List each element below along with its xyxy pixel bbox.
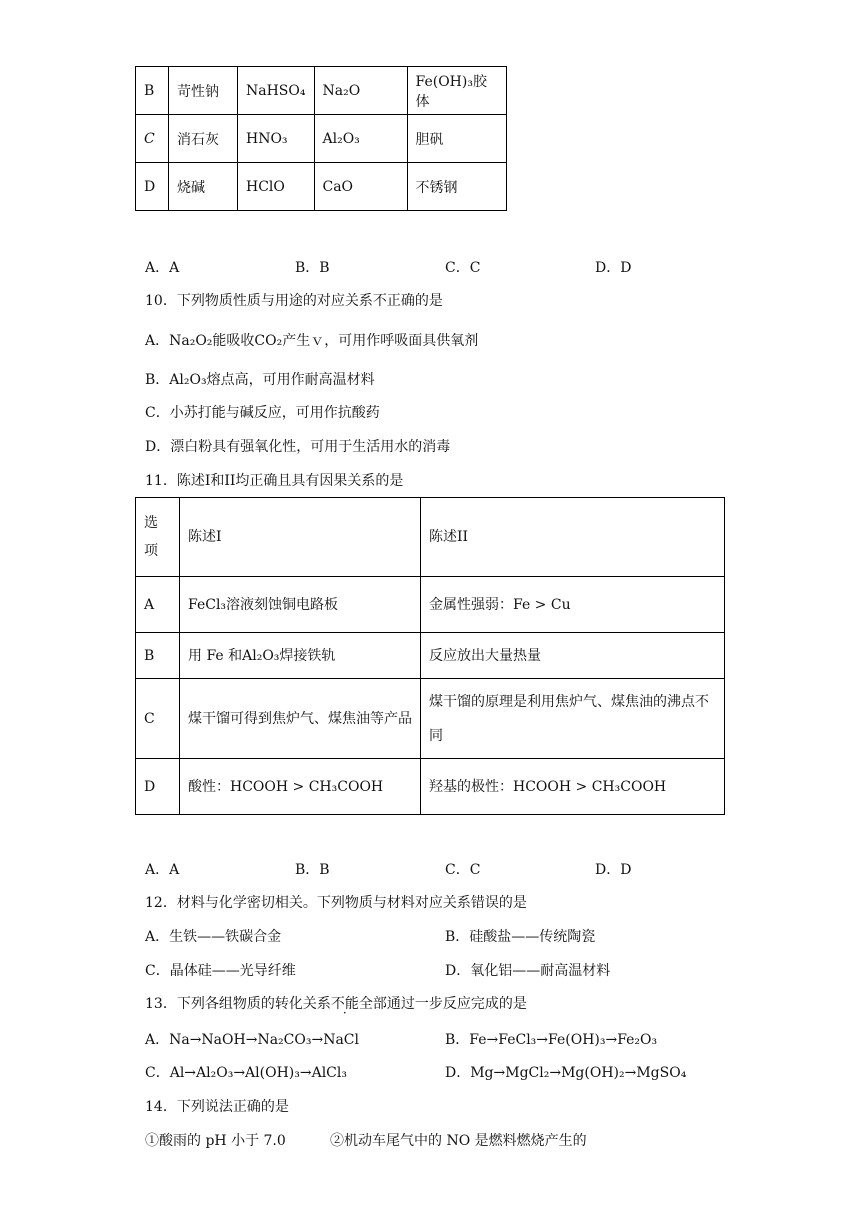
table-row (136, 67, 507, 115)
q11-option-b[interactable]: B．B (295, 862, 330, 878)
table-header-row (136, 498, 725, 577)
table-row (136, 577, 725, 633)
q13-stem-part-1: 13．下列各组物质的转化关系 (145, 996, 331, 1012)
table-cell: 不锈钢 (407, 163, 507, 211)
table-cell: 苛性钠 (169, 67, 238, 115)
statement-2-cell: 煤干馏的原理是利用焦炉气、煤焦油的沸点不同 (421, 679, 725, 759)
row-key: B (136, 67, 169, 115)
q9-option-c[interactable]: C．C (445, 260, 481, 276)
header-statement-2: 陈述II (421, 498, 725, 577)
row-key: C (136, 679, 180, 759)
table-cell: HClO (238, 163, 315, 211)
q11-option-c[interactable]: C．C (445, 862, 481, 878)
q14-item-1: ①酸雨的 pH 小于 7.0 (145, 1133, 286, 1149)
q12-option-a[interactable]: A．生铁——铁碳合金 (145, 929, 282, 945)
statement-1-cell: 酸性：HCOOH > CH₃COOH (180, 759, 421, 815)
row-key: B (136, 633, 180, 679)
statement-table (135, 497, 725, 815)
table-cell: Na₂O (314, 67, 407, 115)
q12-option-d[interactable]: D．氧化铝——耐高温材料 (445, 963, 611, 979)
q14-item-2: ②机动车尾气中的 NO 是燃料燃烧产生的 (330, 1133, 587, 1149)
q14-stem: 14．下列说法正确的是 (145, 1099, 289, 1115)
q10-option-b[interactable]: B．Al₂O₃熔点高，可用作耐高温材料 (145, 372, 375, 388)
q13-option-b[interactable]: B．Fe→FeCl₃→Fe(OH)₃→Fe₂O₃ (445, 1032, 658, 1048)
q10-option-d[interactable]: D．漂白粉具有强氧化性，可用于生活用水的消毒 (145, 439, 451, 455)
q10-stem: 10．下列物质性质与用途的对应关系不正确的是 (145, 293, 443, 309)
table-cell: HNO₃ (238, 115, 315, 163)
table-cell: 烧碱 (169, 163, 238, 211)
table-row (136, 633, 725, 679)
q13-option-a[interactable]: A．Na→NaOH→Na₂CO₃→NaCl (145, 1032, 359, 1048)
statement-2-cell: 金属性强弱：Fe > Cu (421, 577, 725, 633)
q12-option-c[interactable]: C．晶体硅——光导纤维 (145, 963, 296, 979)
statement-1-cell: 用 Fe 和Al₂O₃焊接铁轨 (180, 633, 421, 679)
q9-option-b[interactable]: B．B (295, 260, 330, 276)
q12-stem: 12．材料与化学密切相关。下列物质与材料对应关系错误的是 (145, 895, 527, 911)
table-cell: 消石灰 (169, 115, 238, 163)
header-statement-1: 陈述I (180, 498, 421, 577)
table-cell: CaO (314, 163, 407, 211)
row-key: A (136, 577, 180, 633)
q12-option-b[interactable]: B．硅酸盐——传统陶瓷 (445, 929, 596, 945)
q11-option-a[interactable]: A．A (145, 862, 180, 878)
statement-2-cell: 羟基的极性：HCOOH > CH₃COOH (421, 759, 725, 815)
table-cell: NaHSO₄ (238, 67, 315, 115)
statement-1-cell: FeCl₃溶液刻蚀铜电路板 (180, 577, 421, 633)
header-option: 选项 (136, 498, 180, 577)
q13-option-d[interactable]: D．Mg→MgCl₂→Mg(OH)₂→MgSO₄ (445, 1065, 687, 1081)
q13-stem (145, 993, 527, 1013)
q11-option-d[interactable]: D．D (595, 862, 632, 878)
statement-2-cell: 反应放出大量热量 (421, 633, 725, 679)
q13-option-c[interactable]: C．Al→Al₂O₃→Al(OH)₃→AlCl₃ (145, 1065, 347, 1081)
table-row (136, 163, 507, 211)
q13-stem-part-2: 全部通过一步反应完成的是 (358, 996, 527, 1012)
table-row (136, 679, 725, 759)
table-cell: Fe(OH)₃胶体 (407, 67, 507, 115)
table-row (136, 115, 507, 163)
q9-option-a[interactable]: A．A (145, 260, 180, 276)
q11-stem: 11．陈述I和II均正确且具有因果关系的是 (145, 473, 404, 489)
q10-option-a[interactable]: A．Na₂O₂能吸收CO₂产生ｖ，可用作呼吸面具供氧剂 (145, 333, 479, 349)
statement-1-cell: 煤干馏可得到焦炉气、煤焦油等产品 (180, 679, 421, 759)
row-key: C (136, 115, 169, 163)
q10-option-c[interactable]: C．小苏打能与碱反应，可用作抗酸药 (145, 405, 380, 421)
table-cell: Al₂O₃ (314, 115, 407, 163)
q9-option-d[interactable]: D．D (595, 260, 632, 276)
row-key: D (136, 163, 169, 211)
emphasis-text: 不能 (330, 996, 359, 1012)
table-cell: 胆矾 (407, 115, 507, 163)
row-key: D (136, 759, 180, 815)
classification-table (135, 66, 507, 211)
table-row (136, 759, 725, 815)
